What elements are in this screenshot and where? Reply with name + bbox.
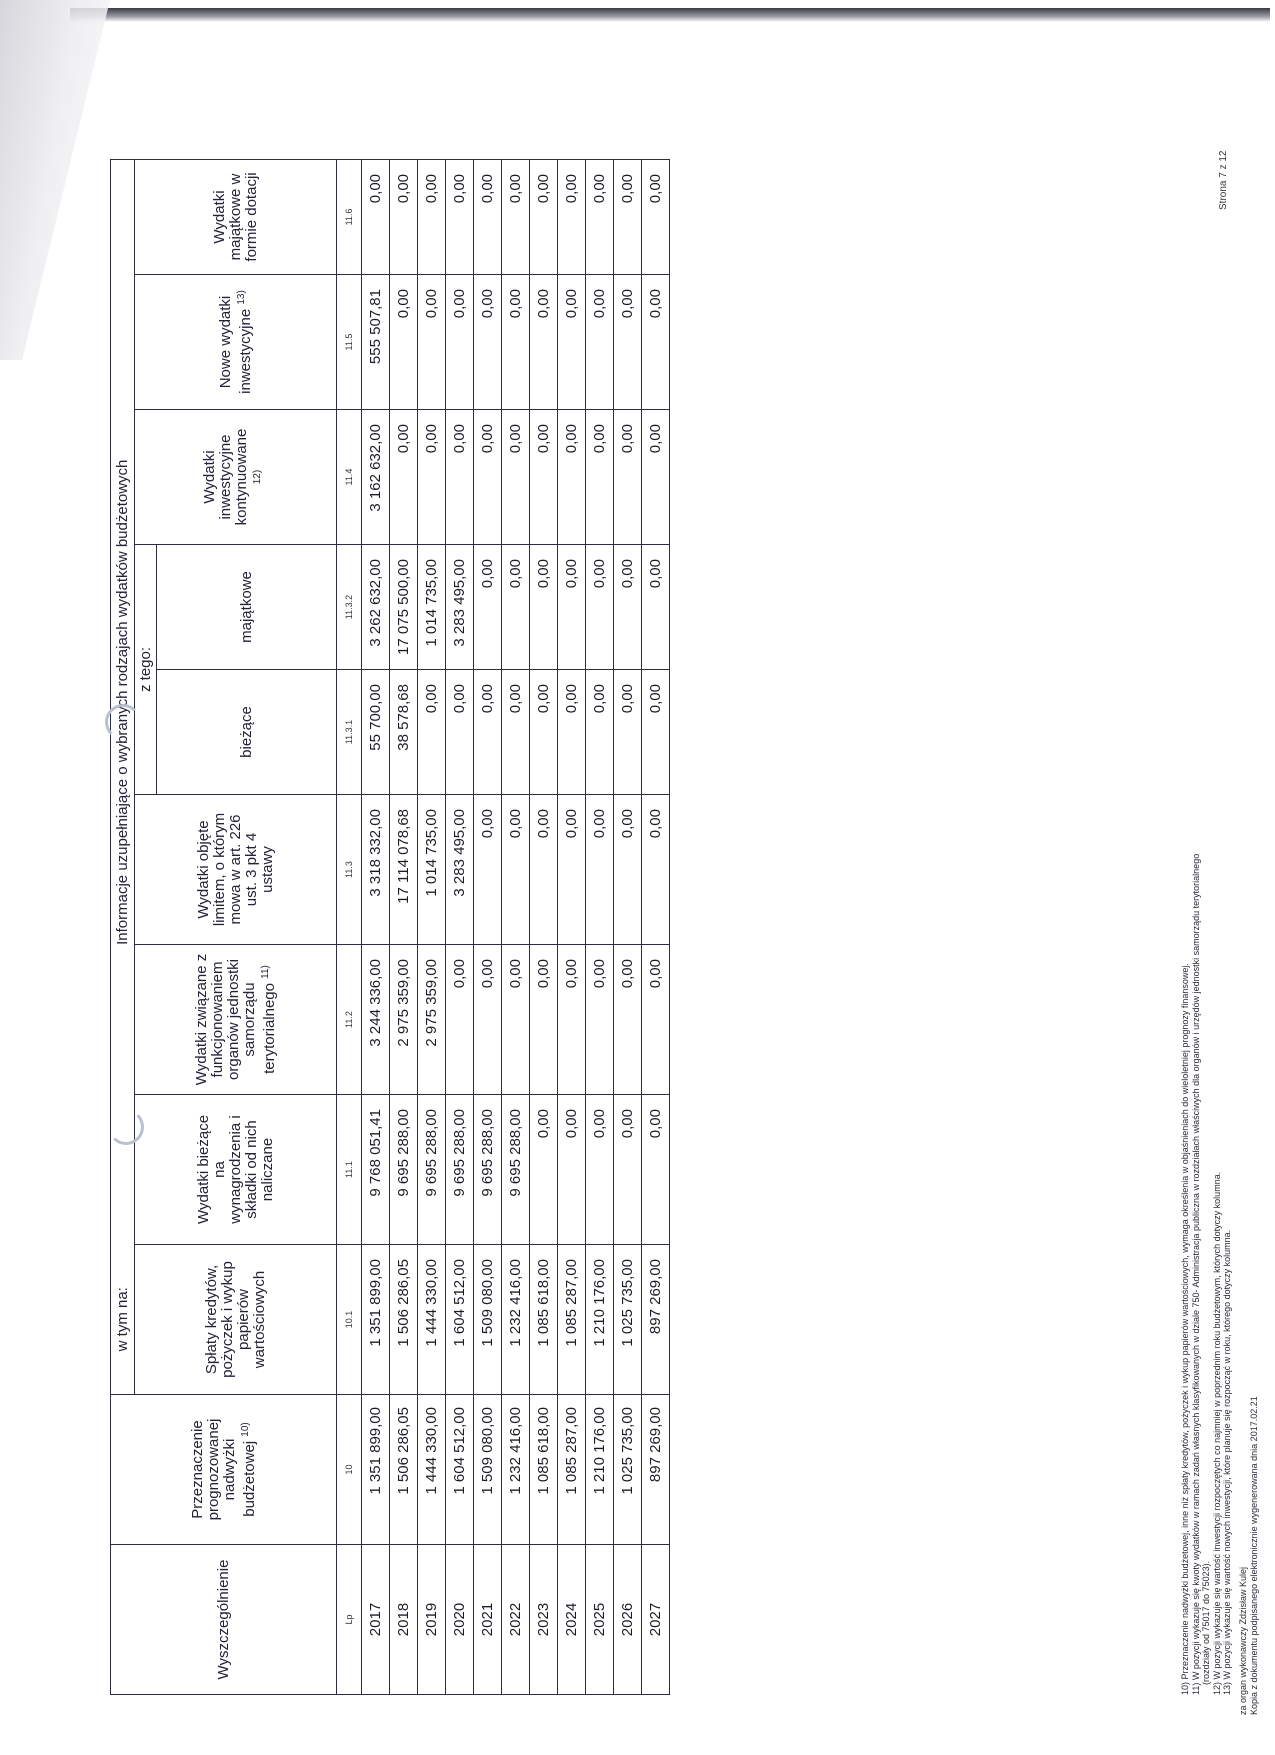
value-cell: 0,00 — [362, 159, 390, 274]
table-row — [530, 159, 558, 1694]
column-number: 11.3.1 — [337, 670, 362, 795]
value-cell: 0,00 — [474, 545, 502, 670]
value-cell: 0,00 — [530, 795, 558, 945]
value-cell: 0,00 — [502, 545, 530, 670]
value-cell: 0,00 — [446, 410, 474, 545]
header-nowe: Nowe wydatki inwestycyjne $^{13)}$ — [135, 275, 337, 410]
value-cell: 1 085 618,00 — [530, 1245, 558, 1395]
table-row — [642, 159, 670, 1694]
value-cell: 0,00 — [474, 275, 502, 410]
value-cell: 0,00 — [558, 410, 586, 545]
value-cell: 1 444 330,00 — [418, 1395, 446, 1545]
value-cell: 1 232 416,00 — [502, 1245, 530, 1395]
value-cell: 0,00 — [558, 275, 586, 410]
column-number: 11.4 — [337, 410, 362, 545]
value-cell: 0,00 — [642, 545, 670, 670]
value-cell: 0,00 — [586, 795, 614, 945]
value-cell: 0,00 — [530, 1095, 558, 1245]
value-cell: 1 509 080,00 — [474, 1245, 502, 1395]
header-przeznaczenie: Przeznaczenie prognozowanej nadwyżki budżetowej $^{10)}$ — [111, 1395, 337, 1545]
year-cell: 2021 — [474, 1545, 502, 1695]
signature-line: Kopia z dokumentu podpisanego elektronicznie wygenerowana dnia 2017.02.21 — [1249, 1396, 1259, 1715]
signature-block — [1238, 1396, 1260, 1715]
value-cell: 0,00 — [586, 1095, 614, 1245]
footnote: 10) Przeznaczenie nadwyżki budżetowej, inne niż spłaty kredytów, pożyczek i wykup papierów wartościowych, wymaga określenia w objaśnieniach do wieloletniej prognozy finansowej. — [1180, 963, 1190, 1695]
value-cell: 0,00 — [502, 945, 530, 1095]
header-splaty: Spłaty kredytów, pożyczek i wykup papierów wartościowych — [135, 1245, 337, 1395]
value-cell: 0,00 — [502, 275, 530, 410]
value-cell: 0,00 — [446, 275, 474, 410]
value-cell: 0,00 — [614, 410, 642, 545]
value-cell: 0,00 — [614, 275, 642, 410]
value-cell: 1 509 080,00 — [474, 1395, 502, 1545]
header-wyszczegolnienie: Wyszczególnienie — [111, 1545, 337, 1695]
value-cell: 0,00 — [474, 670, 502, 795]
value-cell: 3 262 632,00 — [362, 545, 390, 670]
year-cell: 2027 — [642, 1545, 670, 1695]
value-cell: 0,00 — [530, 159, 558, 274]
value-cell: 0,00 — [614, 795, 642, 945]
value-cell: 0,00 — [558, 159, 586, 274]
value-cell: 0,00 — [474, 795, 502, 945]
value-cell: 3 283 495,00 — [446, 545, 474, 670]
budget-table — [110, 159, 670, 1695]
year-cell: 2025 — [586, 1545, 614, 1695]
header-dotacje: Wydatki majątkowe w formie dotacji — [135, 159, 337, 274]
value-cell: 0,00 — [642, 795, 670, 945]
value-cell: 9 695 288,00 — [502, 1095, 530, 1245]
value-cell: 0,00 — [474, 159, 502, 274]
header-z-tego: z tego: — [135, 545, 157, 795]
value-cell: 1 085 287,00 — [558, 1245, 586, 1395]
header-w-tym-na: w tym na: — [111, 1245, 135, 1395]
value-cell: 3 244 336,00 — [362, 945, 390, 1095]
value-cell: 3 318 332,00 — [362, 795, 390, 945]
value-cell: 0,00 — [614, 670, 642, 795]
value-cell: 0,00 — [530, 545, 558, 670]
value-cell: 1 025 735,00 — [614, 1395, 642, 1545]
value-cell: 0,00 — [390, 275, 418, 410]
value-cell: 0,00 — [614, 159, 642, 274]
table-row — [502, 159, 530, 1694]
header-wydatki-limitem: Wydatki objęte limitem, o którym mowa w art. 226 ust. 3 pkt 4 ustawy — [135, 795, 337, 945]
value-cell: 0,00 — [586, 670, 614, 795]
page-number: Strona 7 z 12 — [1218, 150, 1229, 210]
value-cell: 0,00 — [586, 275, 614, 410]
binder-hole-mark — [108, 1109, 144, 1145]
value-cell: 1 444 330,00 — [418, 1245, 446, 1395]
year-cell: 2022 — [502, 1545, 530, 1695]
table-row — [614, 159, 642, 1694]
value-cell: 0,00 — [558, 545, 586, 670]
table-row — [362, 159, 390, 1694]
value-cell: 0,00 — [474, 945, 502, 1095]
value-cell: 0,00 — [502, 795, 530, 945]
value-cell: 1 014 735,00 — [418, 795, 446, 945]
value-cell: 9 695 288,00 — [390, 1095, 418, 1245]
value-cell: 897 269,00 — [642, 1245, 670, 1395]
footnote: 13) W pozycji wykazuje się wartość nowych inwestycji, które planuje się rozpocząć w roku, którego dotyczy kolumna. — [1222, 1229, 1232, 1695]
value-cell: 9 695 288,00 — [446, 1095, 474, 1245]
value-cell: 1 014 735,00 — [418, 545, 446, 670]
header-kontynuowane: Wydatki inwestycyjne kontynuowane $^{12)}$ — [135, 410, 337, 545]
year-cell: 2024 — [558, 1545, 586, 1695]
binder-hole-mark — [105, 704, 141, 740]
value-cell: 897 269,00 — [642, 1395, 670, 1545]
value-cell: 0,00 — [558, 670, 586, 795]
value-cell: 17 114 078,68 — [390, 795, 418, 945]
footnote: 12) W pozycji wykazuje się wartość inwestycji rozpoczętych co najmniej w poprzednim roku budżetowym, których dotyczy kolumna. — [1211, 1171, 1222, 1695]
signature-line: za organ wykonawczy Zdzisław Kulej — [1238, 1566, 1248, 1715]
value-cell: 0,00 — [586, 159, 614, 274]
year-cell: 2019 — [418, 1545, 446, 1695]
header-wydatki-funkcjonowanie: Wydatki związane z funkcjonowaniem organów jednostki samorządu terytorialnego $^{11)}$ — [135, 945, 337, 1095]
value-cell: 0,00 — [502, 670, 530, 795]
header-informacje: Informacje uzupełniające o wybranych rodzajach wydatków budżetowych — [111, 159, 135, 1244]
value-cell: 0,00 — [558, 795, 586, 945]
header-biezace: bieżące — [157, 670, 337, 795]
value-cell: 0,00 — [418, 670, 446, 795]
column-number: 11.3 — [337, 795, 362, 945]
column-number: 11.6 — [337, 159, 362, 274]
column-number: 11.1 — [337, 1095, 362, 1245]
value-cell: 0,00 — [502, 410, 530, 545]
value-cell: 0,00 — [418, 159, 446, 274]
value-cell: 555 507,81 — [362, 275, 390, 410]
column-number: Lp — [337, 1545, 362, 1695]
column-number: 10.1 — [337, 1245, 362, 1395]
value-cell: 0,00 — [614, 1095, 642, 1245]
value-cell: 0,00 — [530, 410, 558, 545]
value-cell: 0,00 — [390, 159, 418, 274]
value-cell: 0,00 — [530, 670, 558, 795]
value-cell: 0,00 — [614, 545, 642, 670]
value-cell: 1 351 899,00 — [362, 1395, 390, 1545]
value-cell: 0,00 — [614, 945, 642, 1095]
value-cell: 0,00 — [586, 410, 614, 545]
table-row — [390, 159, 418, 1694]
table-row — [586, 159, 614, 1694]
value-cell: 0,00 — [446, 945, 474, 1095]
value-cell: 0,00 — [642, 945, 670, 1095]
column-number: 11.3.2 — [337, 545, 362, 670]
value-cell: 0,00 — [530, 275, 558, 410]
value-cell: 9 768 051,41 — [362, 1095, 390, 1245]
value-cell: 55 700,00 — [362, 670, 390, 795]
value-cell: 1 210 176,00 — [586, 1395, 614, 1545]
column-number: 11.2 — [337, 945, 362, 1095]
value-cell: 0,00 — [558, 945, 586, 1095]
column-number-row — [337, 159, 362, 1694]
footnotes — [1180, 595, 1233, 1695]
table-row — [418, 159, 446, 1694]
value-cell: 0,00 — [446, 670, 474, 795]
table-row — [558, 159, 586, 1694]
value-cell: 1 506 286,05 — [390, 1395, 418, 1545]
value-cell: 2 975 359,00 — [390, 945, 418, 1095]
column-number: 11.5 — [337, 275, 362, 410]
value-cell: 0,00 — [586, 545, 614, 670]
value-cell: 0,00 — [418, 410, 446, 545]
value-cell: 0,00 — [418, 275, 446, 410]
value-cell: 0,00 — [642, 410, 670, 545]
value-cell: 1 025 735,00 — [614, 1245, 642, 1395]
value-cell: 1 210 176,00 — [586, 1245, 614, 1395]
table-row — [474, 159, 502, 1694]
value-cell: 0,00 — [446, 159, 474, 274]
value-cell: 0,00 — [642, 275, 670, 410]
year-cell: 2020 — [446, 1545, 474, 1695]
value-cell: 1 604 512,00 — [446, 1395, 474, 1545]
value-cell: 0,00 — [642, 670, 670, 795]
value-cell: 3 283 495,00 — [446, 795, 474, 945]
header-majatkowe: majątkowe — [157, 545, 337, 670]
value-cell: 9 695 288,00 — [418, 1095, 446, 1245]
header-wydatki-biezace: Wydatki bieżące na wynagrodzenia i składki od nich naliczane — [135, 1095, 337, 1245]
value-cell: 0,00 — [558, 1095, 586, 1245]
value-cell: 1 604 512,00 — [446, 1245, 474, 1395]
value-cell: 17 075 500,00 — [390, 545, 418, 670]
year-cell: 2026 — [614, 1545, 642, 1695]
year-cell: 2018 — [390, 1545, 418, 1695]
value-cell: 0,00 — [642, 159, 670, 274]
value-cell: 38 578,68 — [390, 670, 418, 795]
value-cell: 0,00 — [586, 945, 614, 1095]
value-cell: 0,00 — [474, 410, 502, 545]
year-cell: 2017 — [362, 1545, 390, 1695]
value-cell: 1 085 287,00 — [558, 1395, 586, 1545]
value-cell: 3 162 632,00 — [362, 410, 390, 545]
value-cell: 0,00 — [390, 410, 418, 545]
value-cell: 1 232 416,00 — [502, 1395, 530, 1545]
value-cell: 9 695 288,00 — [474, 1095, 502, 1245]
column-number: 10 — [337, 1395, 362, 1545]
value-cell: 1 506 286,05 — [390, 1245, 418, 1395]
value-cell: 1 351 899,00 — [362, 1245, 390, 1395]
year-cell: 2023 — [530, 1545, 558, 1695]
table-row — [446, 159, 474, 1694]
footnote: (rozdziały od 75017 do 75023). — [1201, 1560, 1211, 1685]
value-cell: 0,00 — [530, 945, 558, 1095]
value-cell: 0,00 — [642, 1095, 670, 1245]
footnote: 11) W pozycji wykazuje się kwoty wydatków w ramach zadań własnych klasyfikowanych w dziale 750- Administracja publiczna w rozdziałach właściwych dla organów i urzędów jednostki samorządu terytorialnego — [1190, 853, 1201, 1695]
value-cell: 2 975 359,00 — [418, 945, 446, 1095]
value-cell: 0,00 — [502, 159, 530, 274]
value-cell: 1 085 618,00 — [530, 1395, 558, 1545]
